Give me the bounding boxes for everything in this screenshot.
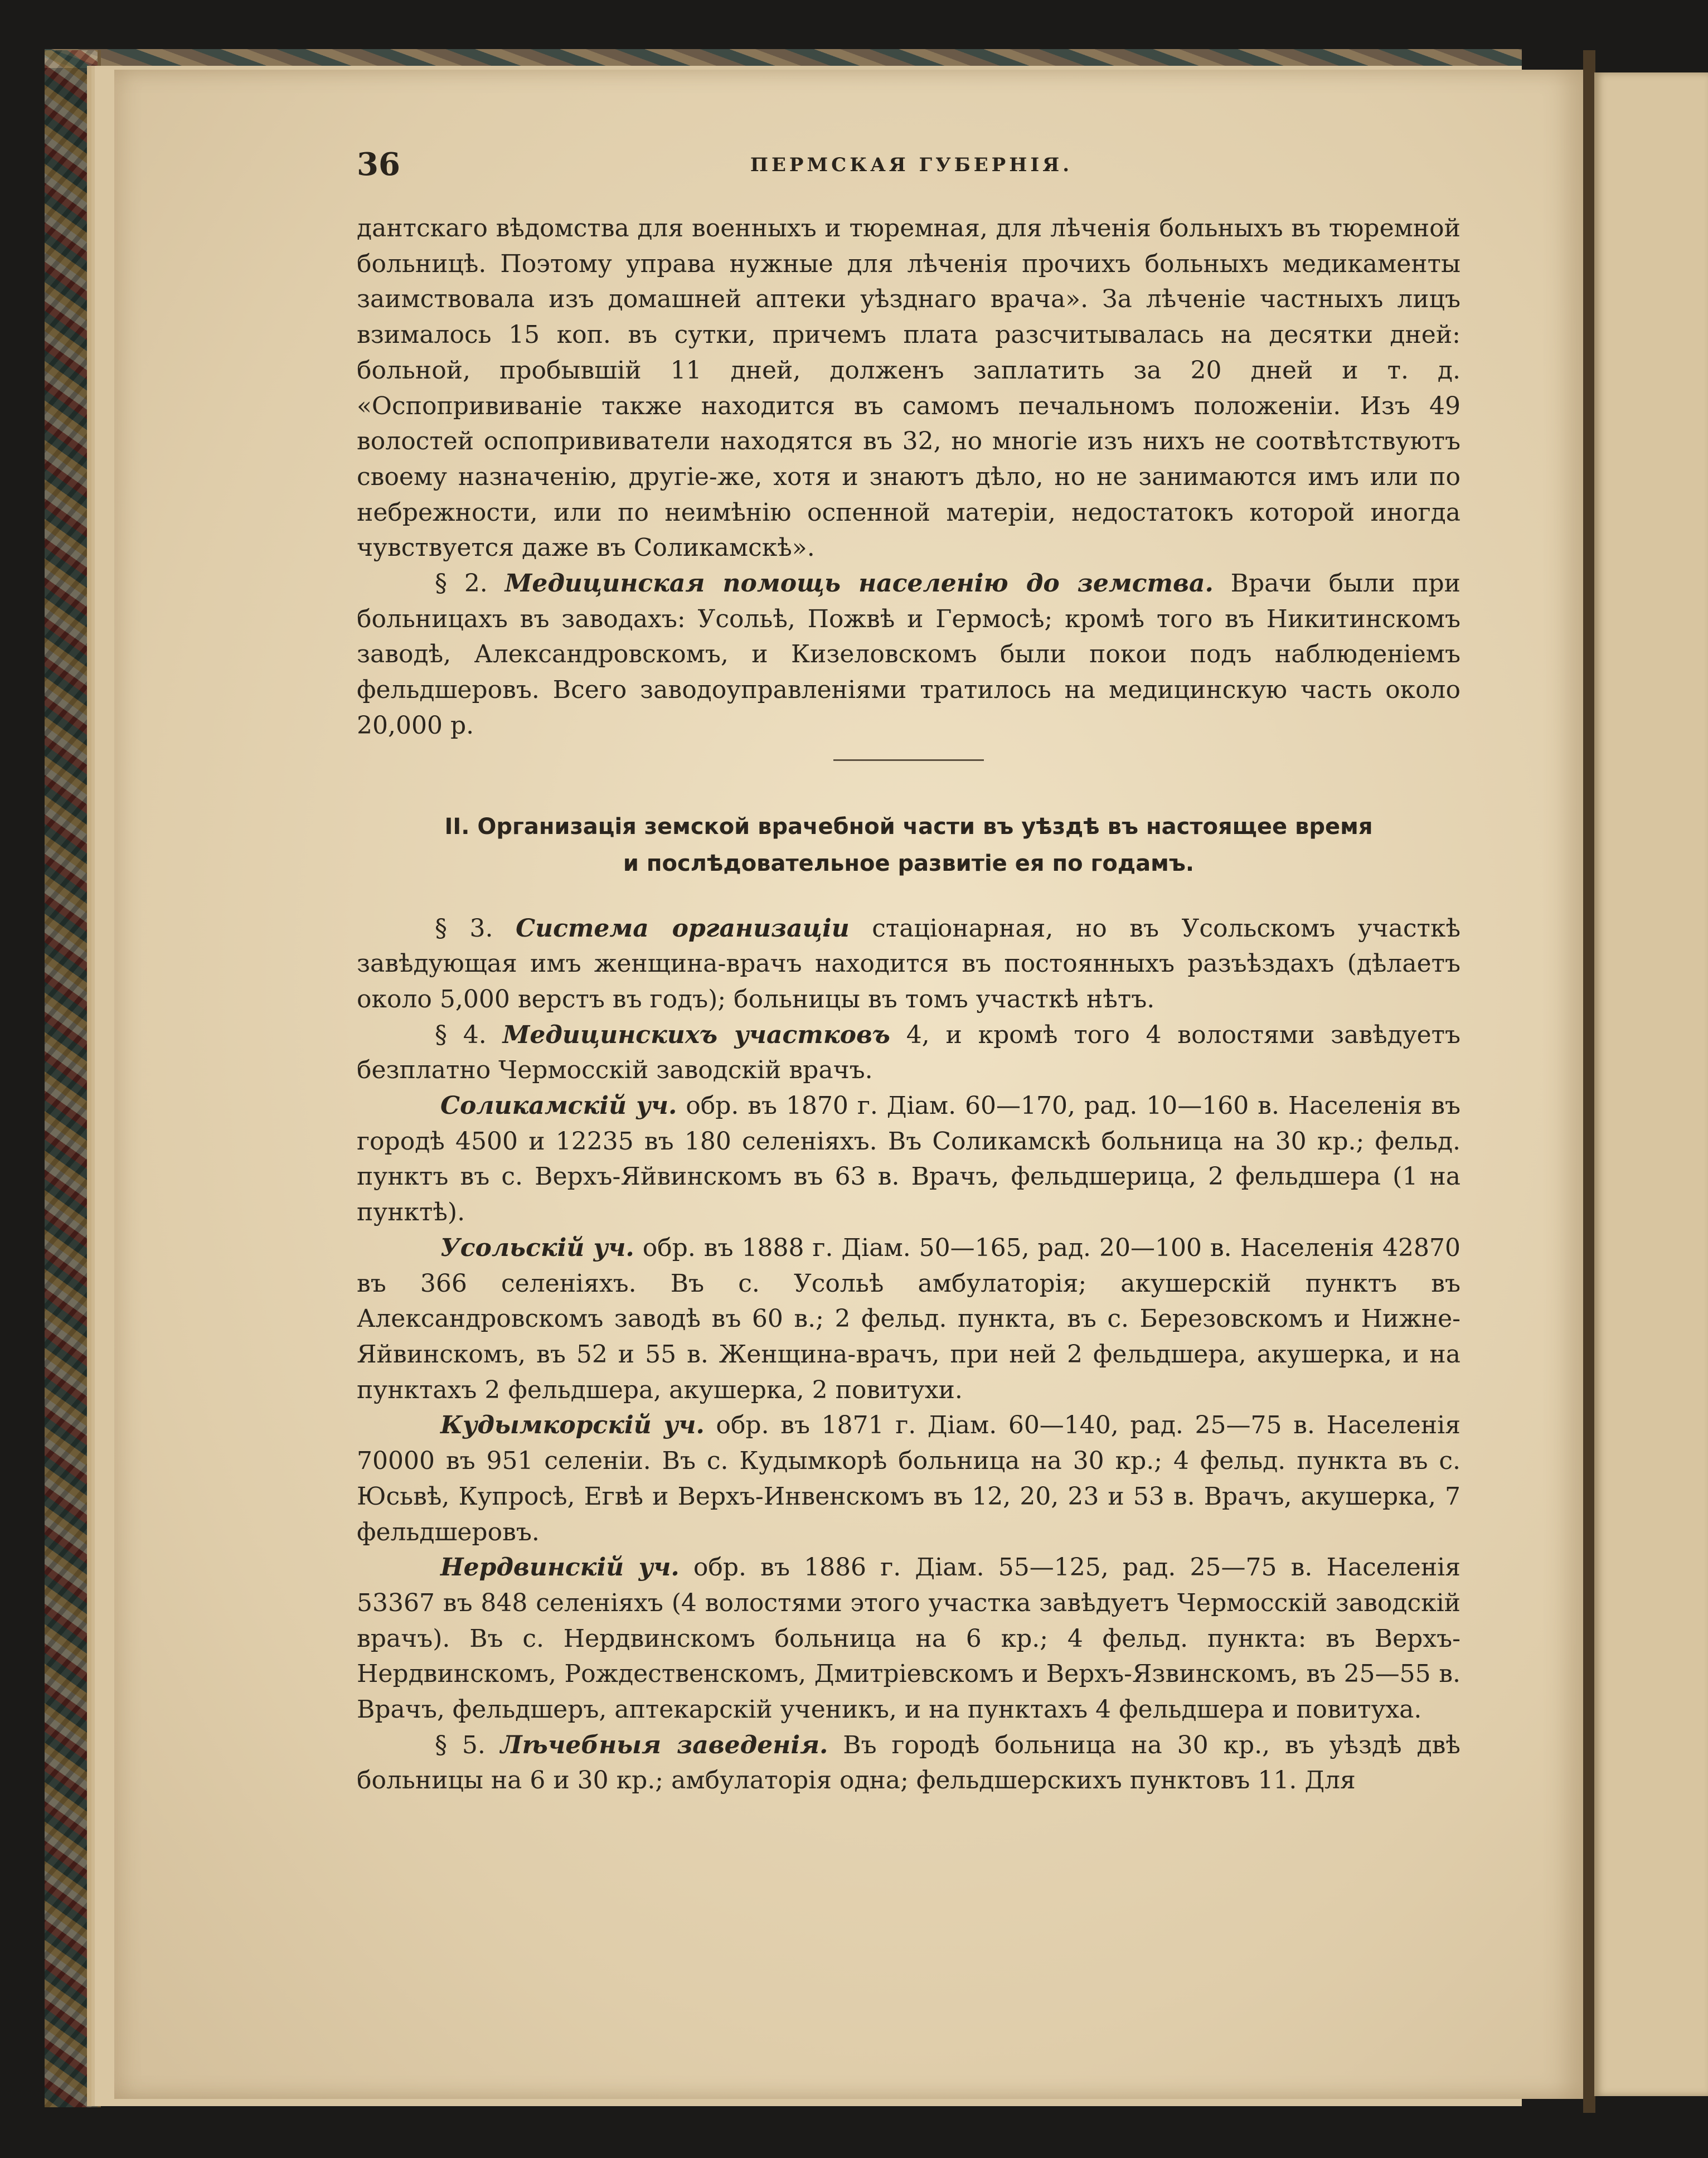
- paragraph-district-nerdvinsk: [357, 1550, 1460, 1728]
- district-text: обр. въ 1871 г. Діам. 60—140, рад. 25—75 в. Населенія 70000 въ 951 селеніи. Въ с. Кудымкорѣ больница на 30 кр.; 4 фельд. пункта въ с. Юсьвѣ, Купросѣ, Егвѣ и Верхъ-Инвенскомъ въ 12, 20, 23 и 53 в. Врачъ, акушерка, 7 фельдшеровъ.: [357, 1411, 1460, 1546]
- section-text: Врачи были при больницахъ въ заводахъ: Усольѣ, Пожвѣ и Гермосѣ; кромѣ того въ Никитинскомъ заводѣ, Александровскомъ, и Кизеловскомъ были покои подъ наблюденіемъ фельдшеровъ. Всего заводоуправленіями тратилось на медицинскую часть около 20,000 р.: [357, 569, 1461, 740]
- district-text: обр. въ 1886 г. Діам. 55—125, рад. 25—75 в. Населенія 53367 въ 848 селеніяхъ (4 волостями этого участка завѣдуетъ Чермосскій заводскій врачъ). Въ с. Нердвинскомъ больница на 6 кр.; 4 фельд. пункта: въ Верхъ-Нердвинскомъ, Рождественскомъ, Дмитріевскомъ и Верхъ-Язвинскомъ, въ 25—55 в. Врачъ, фельдшеръ, аптекарскій ученикъ, и на пунктахъ 4 фельдшера и повитуха.: [357, 1553, 1460, 1724]
- chapter-heading-line-1: II. Организація земской врачебной части въ уѣздѣ въ настоящее время: [444, 813, 1373, 840]
- next-page-edge: [1594, 72, 1708, 2096]
- page-header: [357, 146, 1466, 185]
- district-text: обр. въ 1870 г. Діам. 60—170, рад. 10—160 в. Населенія въ городѣ 4500 и 12235 въ 180 селеніяхъ. Въ Соликамскѣ больница на 30 кр.; фельд. пунктъ въ с. Верхъ-Яйвинскомъ въ 63 в. Врачъ, фельдшерица, 2 фельдшера (1 на пунктѣ).: [357, 1092, 1460, 1227]
- section-text: Въ городѣ больница на 30 кр., въ уѣздѣ двѣ больницы на 6 и 30 кр.; амбулаторія одна; фельдшерскихъ пунктовъ 11. Для: [357, 1730, 1460, 1795]
- book-top-edge: [45, 49, 1522, 68]
- district-name: Усольскій уч.: [440, 1233, 634, 1262]
- district-name: Кудымкорскій уч.: [440, 1411, 705, 1440]
- page-number: 36: [357, 146, 400, 183]
- section-number: § 2.: [435, 569, 488, 598]
- section-number: § 3.: [435, 914, 493, 943]
- section-number: § 4.: [435, 1020, 487, 1049]
- section-heading: Система организаціи: [516, 914, 850, 943]
- district-name: Нердвинскій уч.: [440, 1553, 680, 1582]
- paragraph-section-4: [357, 1017, 1460, 1088]
- running-title: ПЕРМСКАЯ ГУБЕРНІЯ.: [750, 154, 1073, 176]
- chapter-heading-line-2: и послѣдовательное развитіе ея по годамъ.: [623, 850, 1195, 876]
- section-text: 4, и кромѣ того 4 волостями завѣдуетъ безплатно Чермосскій заводскій врачъ.: [357, 1020, 1460, 1085]
- book-gutter: [1583, 50, 1595, 2113]
- paragraph-district-usolsk: [357, 1230, 1460, 1408]
- section-heading: Медицинская помощь населенію до земства.: [504, 569, 1214, 598]
- paragraph-section-3: [357, 911, 1460, 1017]
- paragraph-section-5: [357, 1728, 1460, 1798]
- section-text: стаціонарная, но въ Усольскомъ участкѣ завѣдующая имъ женщина-врачъ находится въ постоянныхъ разъѣздахъ (дѣлаетъ около 5,000 верстъ въ годъ); больницы въ томъ участкѣ нѣтъ.: [357, 914, 1460, 1013]
- paragraph-district-kudymkor: [357, 1408, 1460, 1550]
- paragraph-continued: дантскаго вѣдомства для военныхъ и тюремная, для лѣченія больныхъ въ тюремной больницѣ. Поэтому управа нужные для лѣченія прочихъ больныхъ медикаменты заимствовала изъ домашней аптеки уѣзднаго врача». За лѣченіе частныхъ лицъ взималось 15 коп. въ сутки, причемъ плата разсчитывалась на десятки дней: больной, пробывшій 11 дней, долженъ заплатить за 20 дней и т. д. «Оспопрививаніе также находится въ самомъ печальномъ положеніи. Изъ 49 волостей оспопрививатели находятся въ 32, но многіе изъ нихъ не соотвѣтствуютъ своему назначенію, другіе-же, хотя и знаютъ дѣло, но не занимаются имъ или по небрежности, или по неимѣнію оспенной матеріи, недостатокъ которой иногда чувствуется даже въ Соликамскѣ».: [357, 214, 1460, 562]
- district-text: обр. въ 1888 г. Діам. 50—165, рад. 20—100 в. Населенія 42870 въ 366 селеніяхъ. Въ с. Усольѣ амбулаторія; акушерскій пунктъ въ Александровскомъ заводѣ въ 60 в.; 2 фельд. пункта, въ с. Березовскомъ и Нижне-Яйвинскомъ, въ 52 и 55 в. Женщина-врачъ, при ней 2 фельдшера, акушерка, и на пунктахъ 2 фельдшера, акушерка, 2 повитухи.: [357, 1233, 1460, 1404]
- district-name: Соликамскій уч.: [440, 1092, 677, 1121]
- paragraph-section-2: [357, 566, 1460, 744]
- page-body: [357, 211, 1460, 1798]
- section-heading: Лѣчебныя заведенія.: [500, 1730, 828, 1759]
- section-number: § 5.: [435, 1730, 486, 1759]
- chapter-heading: [357, 808, 1460, 882]
- section-heading: Медицинскихъ участковъ: [502, 1020, 890, 1049]
- marbled-book-edge: [45, 50, 101, 2107]
- divider-rule: [833, 759, 984, 761]
- paragraph-district-solikamsk: [357, 1088, 1460, 1230]
